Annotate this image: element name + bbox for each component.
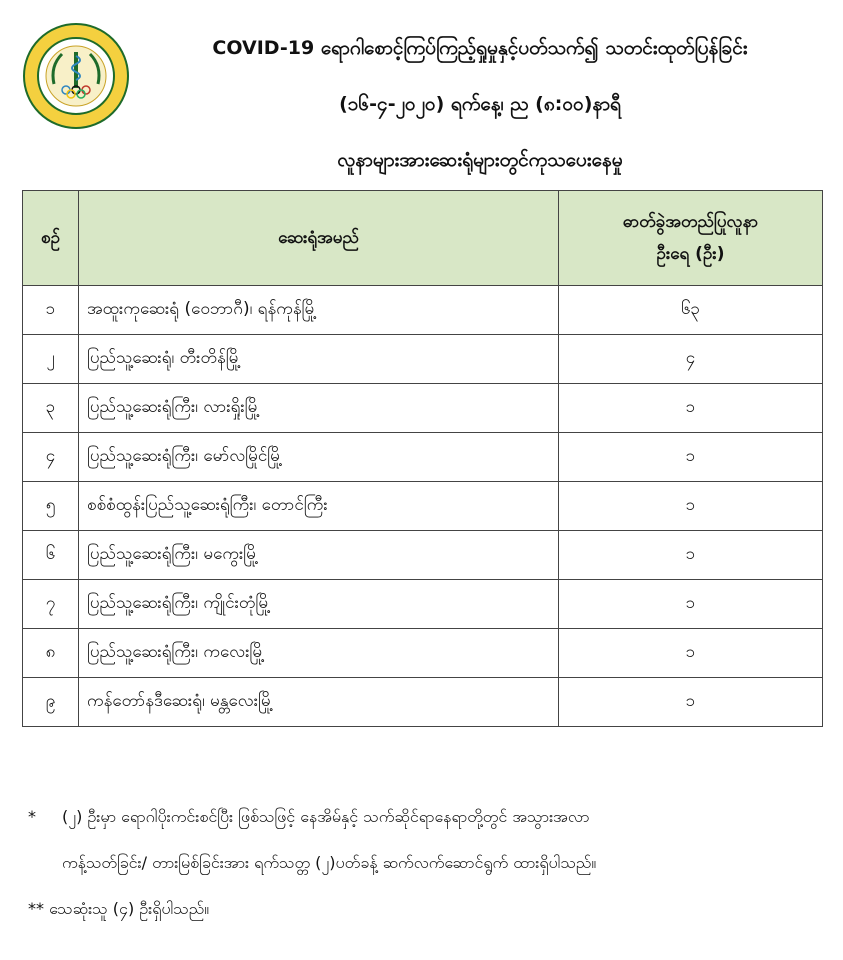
page-title: COVID-19 ရောဂါစောင့်ကြပ်ကြည့်ရှုမှုနှင့်ပတ်သက်၍ သတင်းထုတ်ပြန်ခြင်း [212,37,748,59]
date-line: (၁၆-၄-၂၀၂၀) ရက်နေ့၊ ည (၈:၀၀)နာရီ [339,93,621,115]
header-count [559,191,823,286]
footnote-1-mark: * [28,807,36,826]
row-hospital: ကန်တော်နဒီဆေးရုံ၊ မန္တလေးမြို့ [79,678,559,727]
row-count: ၁ [559,678,823,727]
table-row [23,629,823,678]
footnote-1 [28,806,828,830]
row-no: ၆ [23,531,79,580]
table-row [23,384,823,433]
header-count-line2: ဦးရေ (ဦး) [656,244,725,264]
ministry-logo [22,22,130,130]
ministry-seal-icon [22,22,130,130]
row-hospital: စစ်စံထွန်းပြည်သူ့ဆေးရုံကြီး၊ တောင်ကြီး [79,482,559,531]
row-count: ၁ [559,629,823,678]
row-hospital: ပြည်သူ့ဆေးရုံကြီး၊ ကျိုင်းတုံမြို့ [79,580,559,629]
table-row [23,335,823,384]
footnote-1-line1: (၂) ဦးမှာ ရောဂါပိုးကင်းစင်ပြီး ဖြစ်သဖြင့် နေအိမ်နှင့် သက်ဆိုင်ရာနေရာတို့တွင် အသွားအလာ [62,807,590,826]
row-count: ၄ [559,335,823,384]
row-count: ၁ [559,433,823,482]
row-no: ၈ [23,629,79,678]
row-no: ၅ [23,482,79,531]
row-count: ၁ [559,482,823,531]
table-header-row [23,191,823,286]
row-no: ၃ [23,384,79,433]
row-count: ၁ [559,384,823,433]
footnote-2: ** သေဆုံးသူ (၄) ဦးရှိပါသည်။ [28,899,210,918]
row-no: ၁ [23,286,79,335]
row-hospital: ပြည်သူ့ဆေးရုံကြီး၊ ကလေးမြို့ [79,629,559,678]
footnote-1-line2: ကန့်သတ်ခြင်း/ တားမြစ်ခြင်းအား ရက်သတ္တ (၂)ပတ်ခန့် ဆက်လက်ဆောင်ရွက် ထားရှိပါသည်။ [62,853,597,872]
table-row [23,286,823,335]
row-no: ၉ [23,678,79,727]
table-row [23,531,823,580]
row-no: ၄ [23,433,79,482]
row-no: ၇ [23,580,79,629]
row-no: ၂ [23,335,79,384]
table-row [23,678,823,727]
row-hospital: ပြည်သူ့ဆေးရုံကြီး၊ မကွေးမြို့ [79,531,559,580]
row-hospital: ပြည်သူ့ဆေးရုံကြီး၊ လားရှိုးမြို့ [79,384,559,433]
header-count-line1: ဓာတ်ခွဲအတည်ပြုလူနာ [622,212,759,232]
row-count: ၁ [559,531,823,580]
table-row [23,433,823,482]
row-count: ၆၃ [559,286,823,335]
row-hospital: ပြည်သူ့ဆေးရုံကြီး၊ မော်လမြိုင်မြို့ [79,433,559,482]
table-row [23,580,823,629]
row-count: ၁ [559,580,823,629]
hospital-table [22,190,823,727]
header-no: စဉ် [23,191,79,286]
row-hospital: အထူးကုဆေးရုံ (ဝေဘာဂီ)၊ ရန်ကုန်မြို့ [79,286,559,335]
table-row [23,482,823,531]
table-subtitle: လူနာများအားဆေးရုံများတွင်ကုသပေးနေမှု [337,149,623,171]
row-hospital: ပြည်သူ့ဆေးရုံ၊ တီးတိန်မြို့ [79,335,559,384]
header-hospital: ဆေးရုံအမည် [79,191,559,286]
